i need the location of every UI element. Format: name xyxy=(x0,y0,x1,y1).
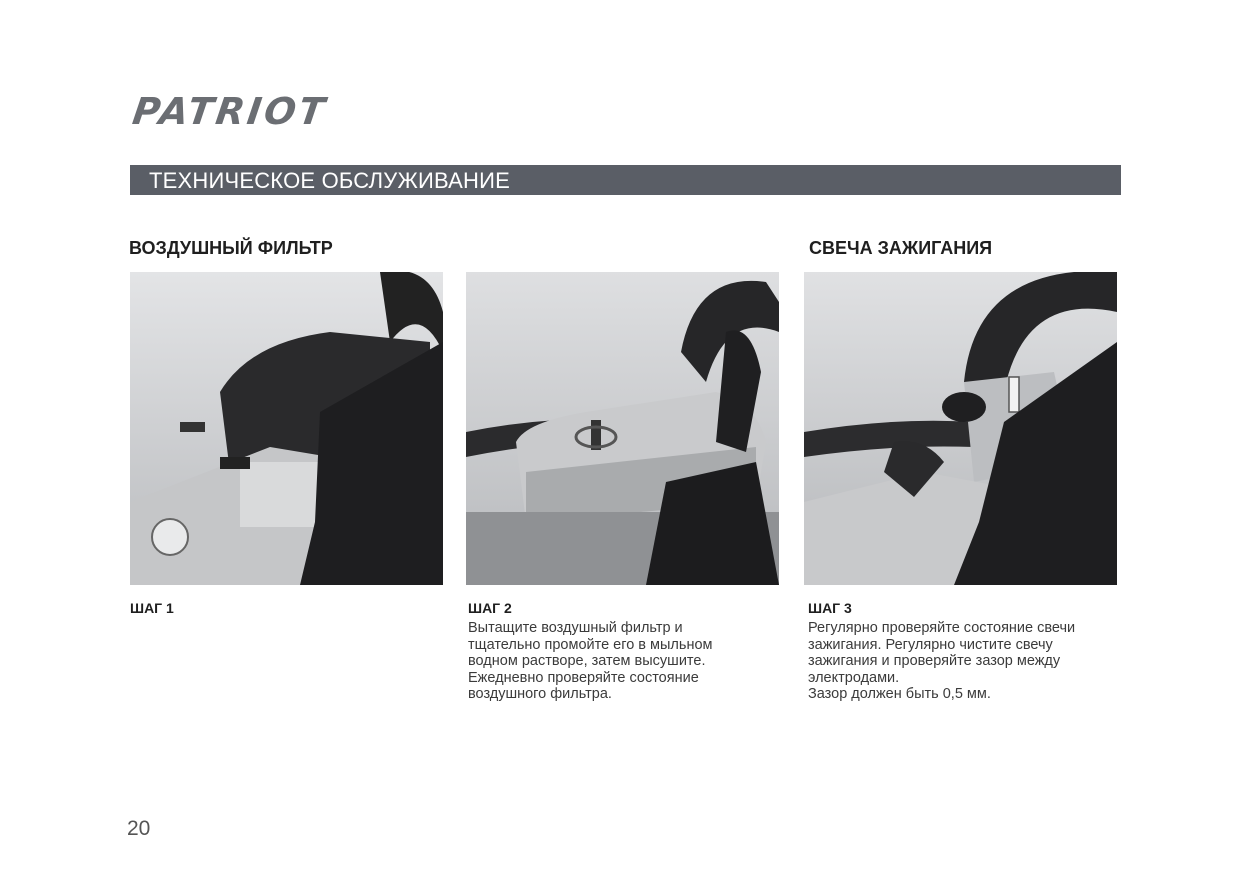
step-3-line: Регулярно проверяйте состояние свечи xyxy=(808,620,1076,636)
step-1-label: ШАГ 1 xyxy=(130,600,174,616)
step-2-line: Ежедневно проверяйте состояние xyxy=(468,669,699,686)
banner-title: ТЕХНИЧЕСКОЕ ОБСЛУЖИВАНИЕ xyxy=(149,168,510,193)
step-3-line: зажигания. Регулярно чистите свечу xyxy=(808,636,1053,653)
step-2-line: Вытащите воздушный фильтр и xyxy=(468,620,683,636)
step-2-line: водном растворе, затем высушите. xyxy=(468,653,706,669)
step-3-line: зажигания и проверяйте зазор между xyxy=(808,653,1061,669)
step-2-label: ШАГ 2 xyxy=(468,600,512,616)
spark-plug-heading: СВЕЧА ЗАЖИГАНИЯ xyxy=(809,238,993,258)
step-3-line: электродами. xyxy=(808,669,900,686)
step-3-description xyxy=(808,620,1108,703)
air-filter-heading: ВОЗДУШНЫЙ ФИЛЬТР xyxy=(129,238,333,258)
step-1-photo xyxy=(130,272,443,585)
page-number: 20 xyxy=(127,817,151,840)
section-banner xyxy=(130,165,1121,195)
step-2-line: воздушного фильтра. xyxy=(468,686,612,702)
step-2-description xyxy=(468,620,768,703)
step-3-photo xyxy=(804,272,1117,585)
step-2-line: тщательно промойте его в мыльном xyxy=(468,636,713,653)
step-3-label: ШАГ 3 xyxy=(808,600,852,616)
brand-logo: PATRIOT xyxy=(130,90,331,133)
step-3-line: Зазор должен быть 0,5 мм. xyxy=(808,686,991,702)
step-2-photo xyxy=(466,272,779,585)
